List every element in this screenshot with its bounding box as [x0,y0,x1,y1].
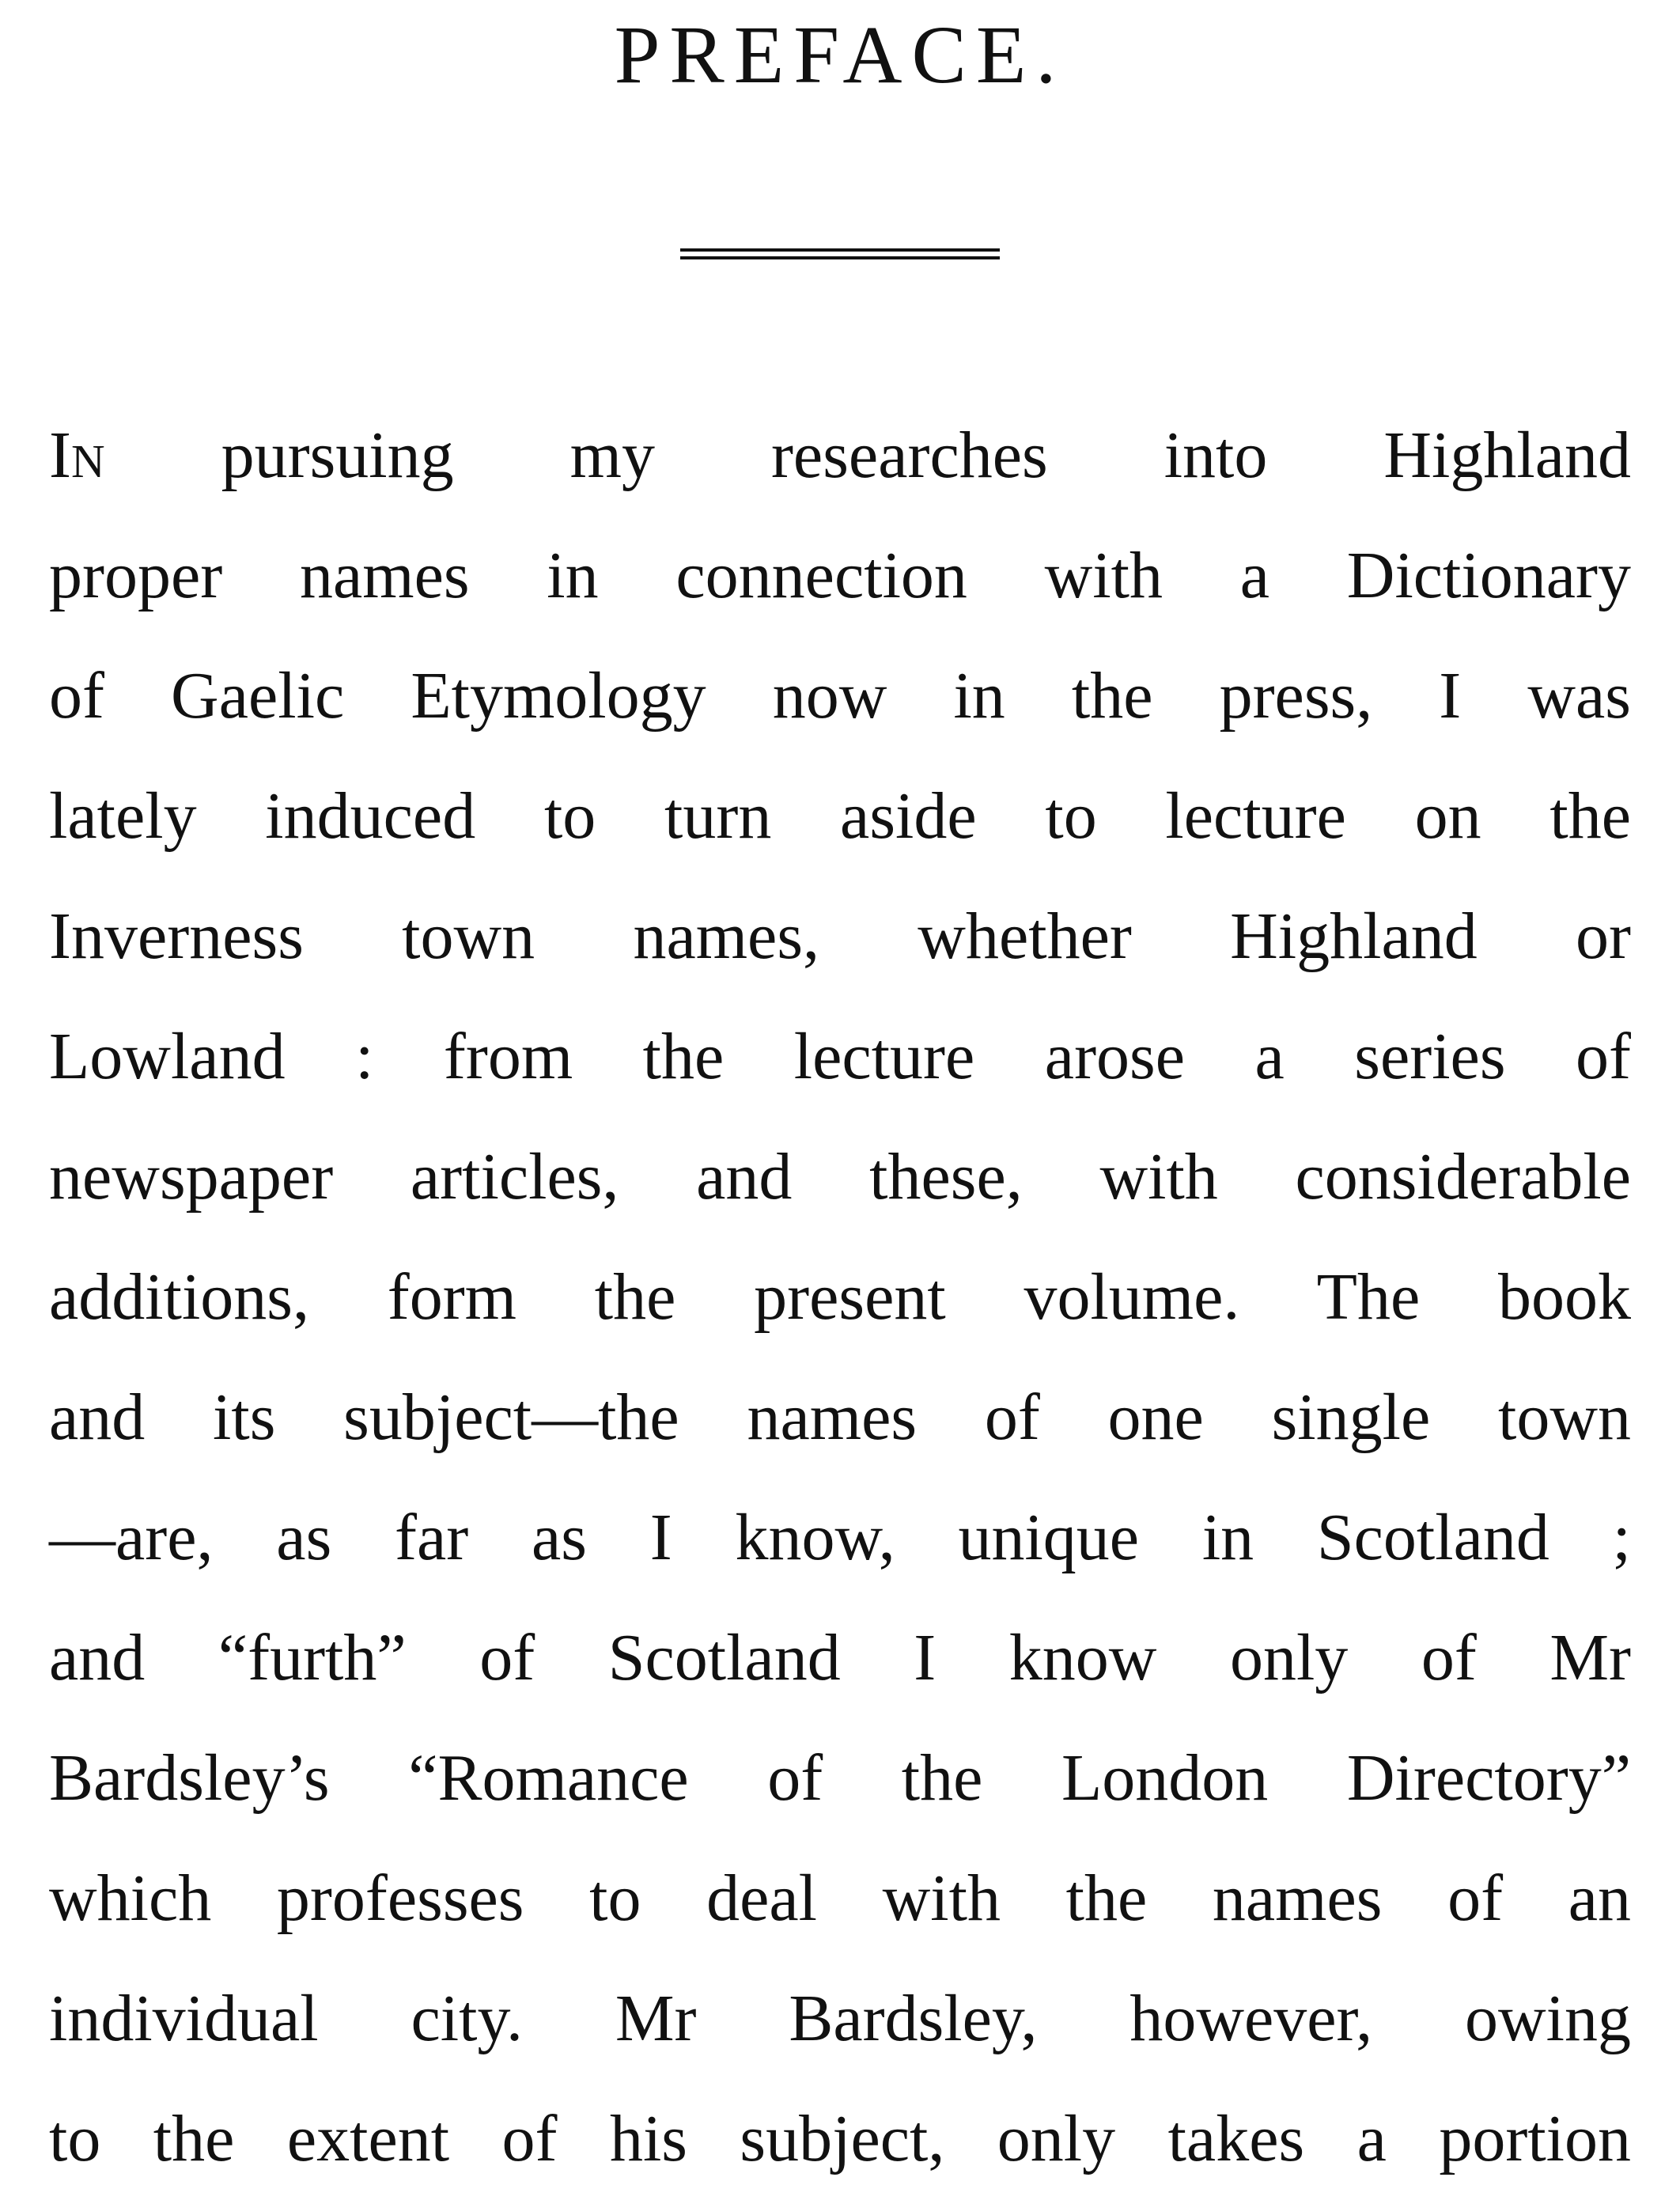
text-line-3: of Gaelic Etymology now in the press, I was [49,659,1631,733]
text-line-11: and “furth” of Scotland I know only of Mr [49,1621,1631,1694]
double-rule-divider [680,248,1000,259]
preface-body [49,396,1631,2199]
text-line-1-rest: pursuing my researches into Highland [221,418,1632,492]
text-line-15: to the extent of his subject, only takes a portion [49,2102,1631,2175]
page-title: PREFACE. [614,9,1066,100]
text-line-14: individual city. Mr Bardsley, however, owing [49,1982,1631,2055]
lead-word: In [49,418,105,492]
text-line-8: additions, form the present volume. The book [49,1260,1631,1334]
text-line-4: lately induced to turn aside to lecture on the [49,779,1631,853]
text-line-9: and its subject—the names of one single town [49,1380,1631,1454]
text-line-12: Bardsley’s “Romance of the London Directory” [49,1741,1631,1815]
text-line-5: Inverness town names, whether Highland or [49,899,1631,973]
text-line-10: —are, as far as I know, unique in Scotland ; [49,1501,1631,1574]
text-line-1 [49,396,1631,516]
text-line-13: which professes to deal with the names of an [49,1861,1631,1935]
text-line-6: Lowland : from the lecture arose a series of [49,1020,1631,1093]
text-line-7: newspaper articles, and these, with considerable [49,1140,1631,1214]
text-line-2: proper names in connection with a Dictionary [49,539,1631,612]
